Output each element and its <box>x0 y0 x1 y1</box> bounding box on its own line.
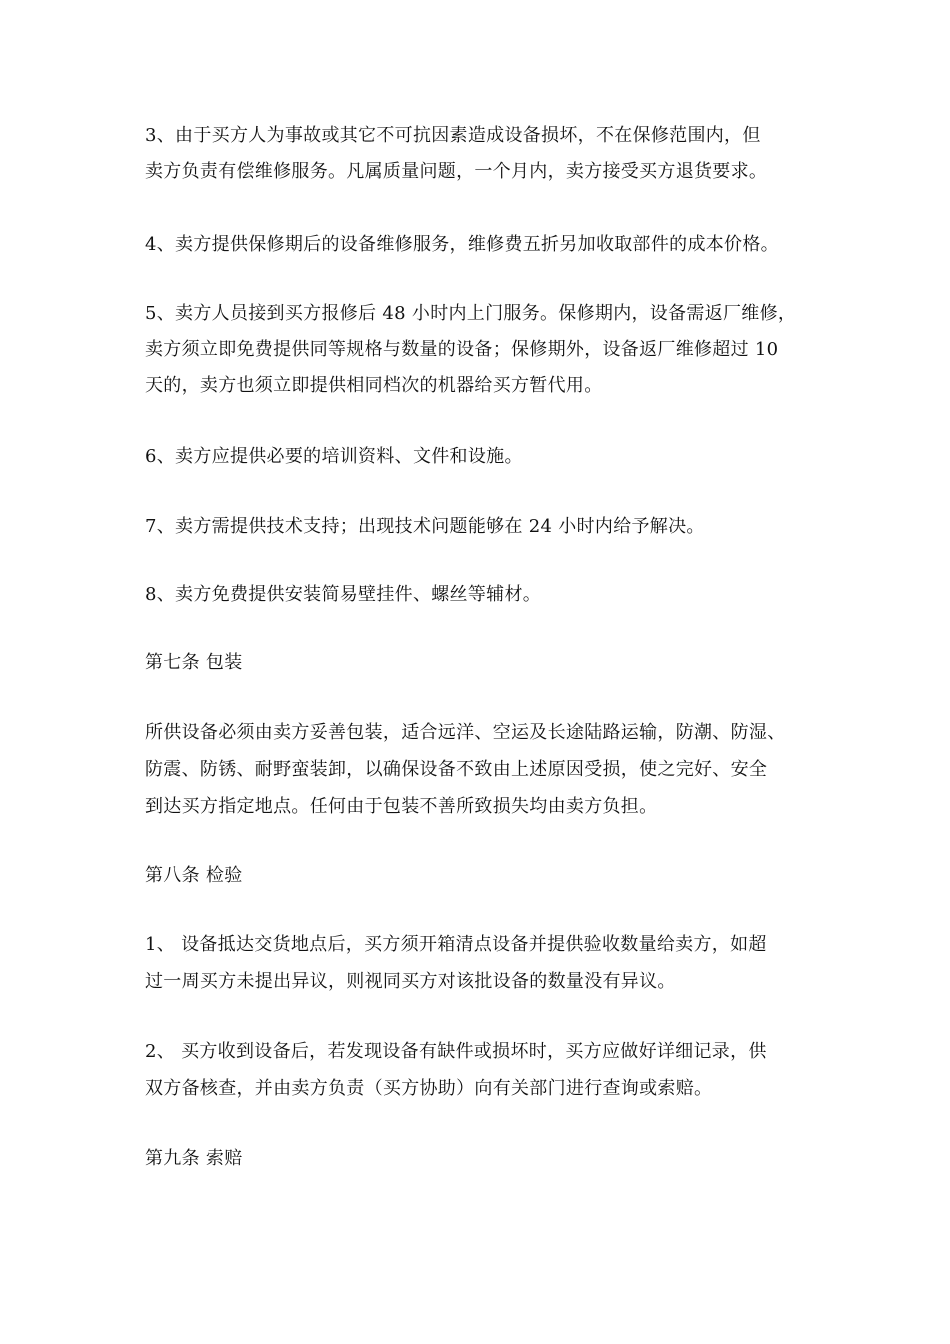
clause-4-line-1: 4、卖方提供保修期后的设备维修服务，维修费五折另加收取部件的成本价格。 <box>145 234 779 255</box>
clause-6-line-1: 6、卖方应提供必要的培训资料、文件和设施。 <box>145 446 523 467</box>
clause-5-line-1: 5、卖方人员接到买方报修后 48 小时内上门服务。保修期内，设备需返厂维修， <box>145 303 797 324</box>
article-8-heading: 第八条 检验 <box>145 865 243 886</box>
article-8-item-2-line-1: 2、 买方收到设备后，若发现设备有缺件或损坏时，买方应做好详细记录，供 <box>145 1041 767 1062</box>
article-7-line-3: 到达买方指定地点。任何由于包装不善所致损失均由卖方负担。 <box>145 796 658 817</box>
clause-3-line-2: 卖方负责有偿维修服务。凡属质量问题，一个月内，卖方接受买方退货要求。 <box>145 161 768 182</box>
clause-5-line-2: 卖方须立即免费提供同等规格与数量的设备；保修期外，设备返厂维修超过 10 <box>145 339 779 360</box>
clause-7-line-1: 7、卖方需提供技术支持；出现技术问题能够在 24 小时内给予解决。 <box>145 516 705 537</box>
clause-3-line-1: 3、由于买方人为事故或其它不可抗因素造成设备损坏，不在保修范围内，但 <box>145 125 761 146</box>
article-8-item-1-line-2: 过一周买方未提出异议，则视同买方对该批设备的数量没有异议。 <box>145 971 676 992</box>
article-7-heading: 第七条 包装 <box>145 652 243 673</box>
article-8-item-1-line-1: 1、 设备抵达交货地点后，买方须开箱清点设备并提供验收数量给卖方，如超 <box>145 934 767 955</box>
article-7-line-1: 所供设备必须由卖方妥善包装，适合远洋、空运及长途陆路运输，防潮、防湿、 <box>145 722 786 743</box>
article-8-item-2-line-2: 双方备核查，并由卖方负责（买方协助）向有关部门进行查询或索赔。 <box>145 1078 713 1099</box>
clause-8-line-1: 8、卖方免费提供安装简易壁挂件、螺丝等辅材。 <box>145 584 542 605</box>
article-9-heading: 第九条 索赔 <box>145 1148 243 1169</box>
clause-5-line-3: 天的，卖方也须立即提供相同档次的机器给买方暂代用。 <box>145 375 603 396</box>
article-7-line-2: 防震、防锈、耐野蛮装卸，以确保设备不致由上述原因受损，使之完好、安全 <box>145 759 768 780</box>
